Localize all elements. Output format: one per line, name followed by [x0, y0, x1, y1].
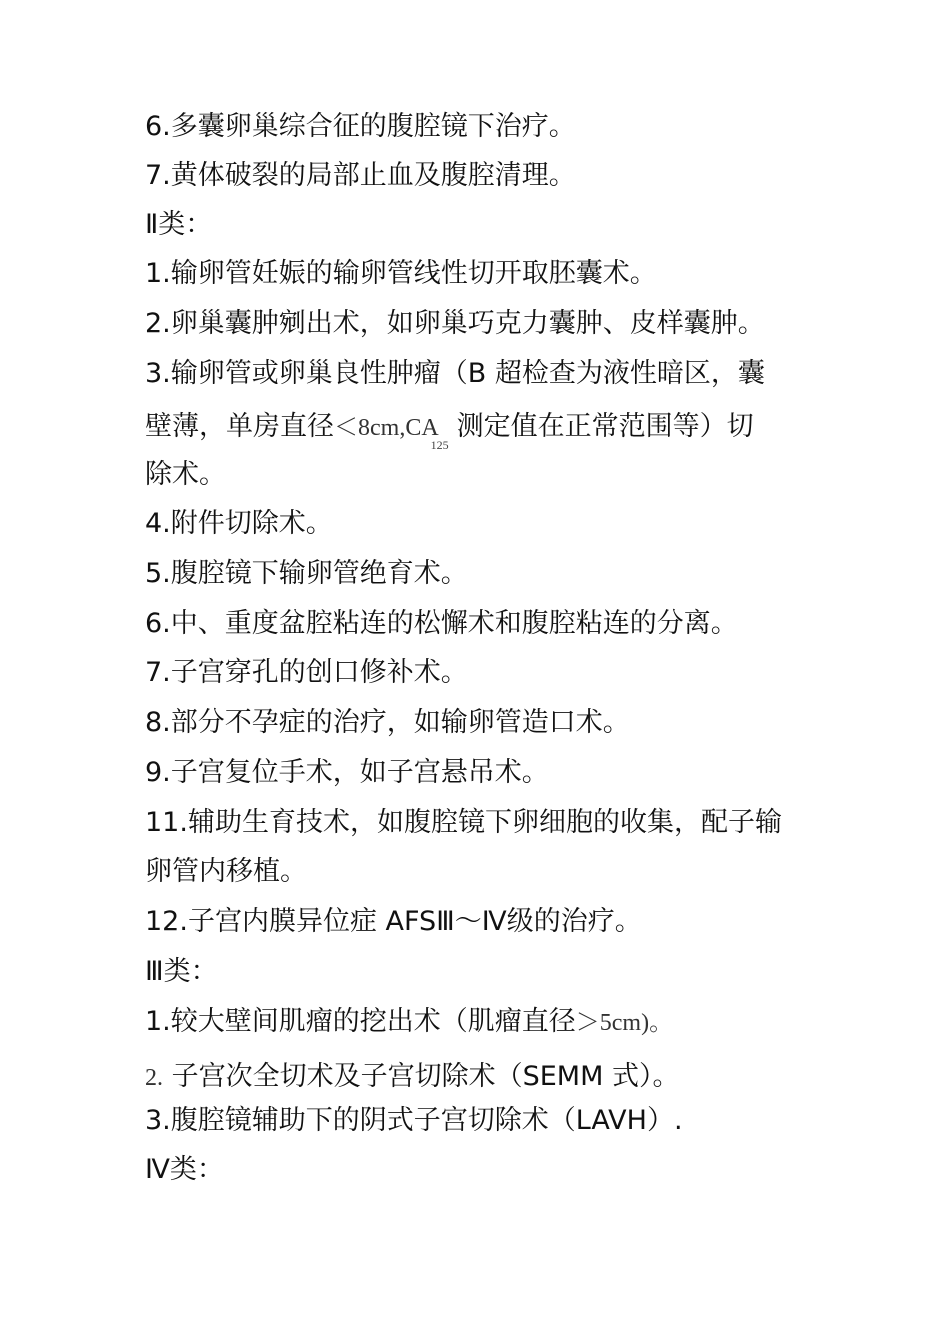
measurement-text: ＜8cm,CA: [334, 415, 439, 441]
text-line: 8.部分不孕症的治疗，如输卵管造口术。: [145, 707, 630, 738]
text-segment: 测定值在正常范围等）切: [456, 411, 754, 442]
text-line: 12.子宫内膜异位症 AFSⅢ～Ⅳ级的治疗。: [145, 906, 642, 937]
text-line: [145, 1060, 815, 1095]
text-line: 4.附件切除术。: [145, 508, 333, 539]
text-line: 3.腹腔镜辅助下的阴式子宫切除术（LAVH）.: [145, 1105, 683, 1136]
text-line: 6.中、重度盆腔粘连的松懈术和腹腔粘连的分离。: [145, 608, 738, 639]
text-line: 卵管内移植。: [145, 856, 307, 887]
text-line: 7.黄体破裂的局部止血及腹腔清理。: [145, 160, 576, 191]
text-line: 6.多囊卵巢综合征的腹腔镜下治疗。: [145, 111, 576, 142]
list-number: 2.: [145, 1065, 163, 1091]
text-segment: 子宫次全切术及子宫切除术（SEMM 式）。: [163, 1061, 680, 1092]
text-line: 3.输卵管或卵巢良性肿瘤（B 超检查为液性暗区，囊: [145, 358, 765, 389]
text-line: [145, 410, 815, 452]
text-line: 5.腹腔镜下输卵管绝育术。: [145, 558, 468, 589]
text-segment: 壁薄，单房直径: [145, 411, 334, 442]
text-segment: 1.较大壁间肌瘤的挖出术（肌瘤直径: [145, 1006, 576, 1037]
section-heading: Ⅲ类：: [145, 956, 218, 987]
text-line: 1.输卵管妊娠的输卵管线性切开取胚囊术。: [145, 258, 657, 289]
measurement-text: ＞5cm)。: [575, 1010, 674, 1036]
section-heading: Ⅱ类：: [145, 209, 213, 240]
subscript-text: 125: [430, 438, 449, 452]
section-heading: Ⅳ类：: [145, 1154, 224, 1185]
text-line: 9.子宫复位手术，如子宫悬吊术。: [145, 757, 549, 788]
text-line: 11.辅助生育技术，如腹腔镜下卵细胞的收集，配子输: [145, 807, 782, 838]
text-line: 除术。: [145, 459, 226, 490]
text-line: 2.卵巢囊肿剜出术，如卵巢巧克力囊肿、皮样囊肿。: [145, 308, 765, 339]
text-line: 7.子宫穿孔的创口修补术。: [145, 657, 468, 688]
text-line: [145, 1005, 815, 1040]
